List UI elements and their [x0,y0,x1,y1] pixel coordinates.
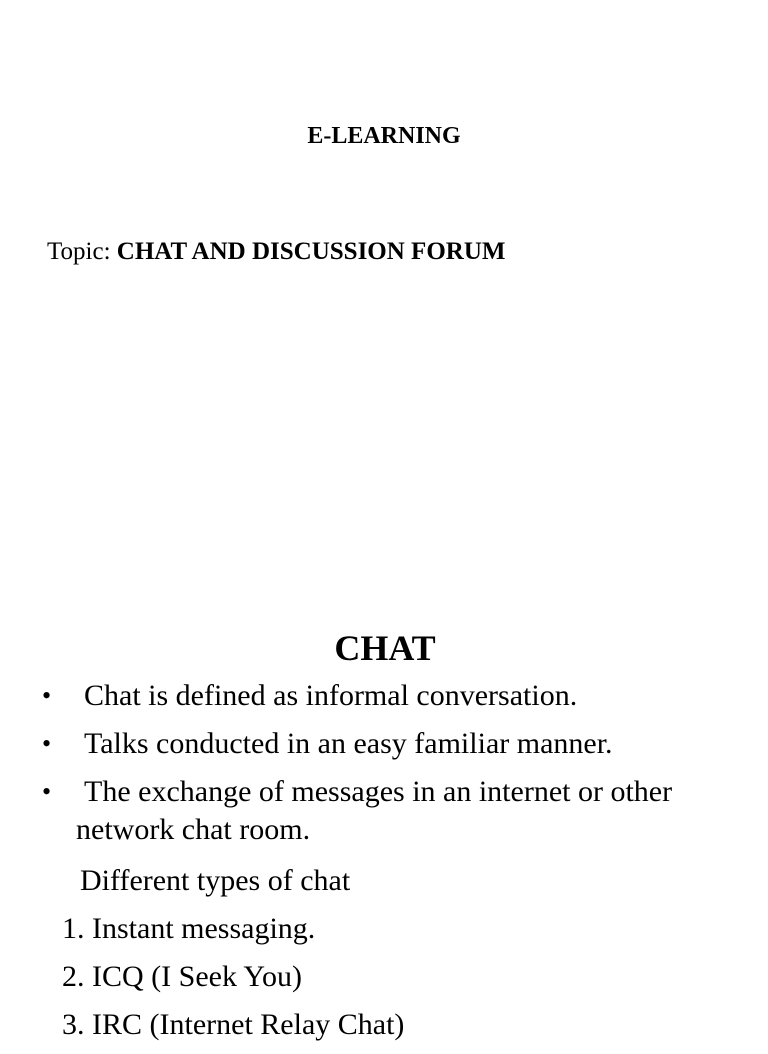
bullet-item [0,725,696,763]
bullet-text: Chat is defined as informal conversation. [84,679,578,712]
bullet-text: Talks conducted in an easy familiar manner. [84,727,613,760]
chat-type-item: 3. IRC (Internet Relay Chat) [62,1008,405,1041]
bullet-item [0,773,696,849]
chat-type-item: 1. Instant messaging. [62,912,316,945]
topic-value: CHAT AND DISCUSSION FORUM [116,238,506,265]
bullet-dot: • [42,681,52,710]
types-heading: Different types of chat [80,864,351,897]
chat-types-list [62,910,404,1054]
bullet-text: The exchange of messages in an internet or other network chat room. [76,775,673,846]
chat-definition-list [0,677,696,859]
bullet-dot: • [42,729,52,758]
bullet-dot: • [42,777,52,806]
chat-title: CHAT [334,628,436,668]
bullet-item [0,677,696,715]
page-heading: E-LEARNING [307,123,461,149]
chat-type-item: 2. ICQ (I Seek You) [62,960,302,993]
topic-line [47,236,505,268]
topic-label: Topic: [47,238,111,265]
